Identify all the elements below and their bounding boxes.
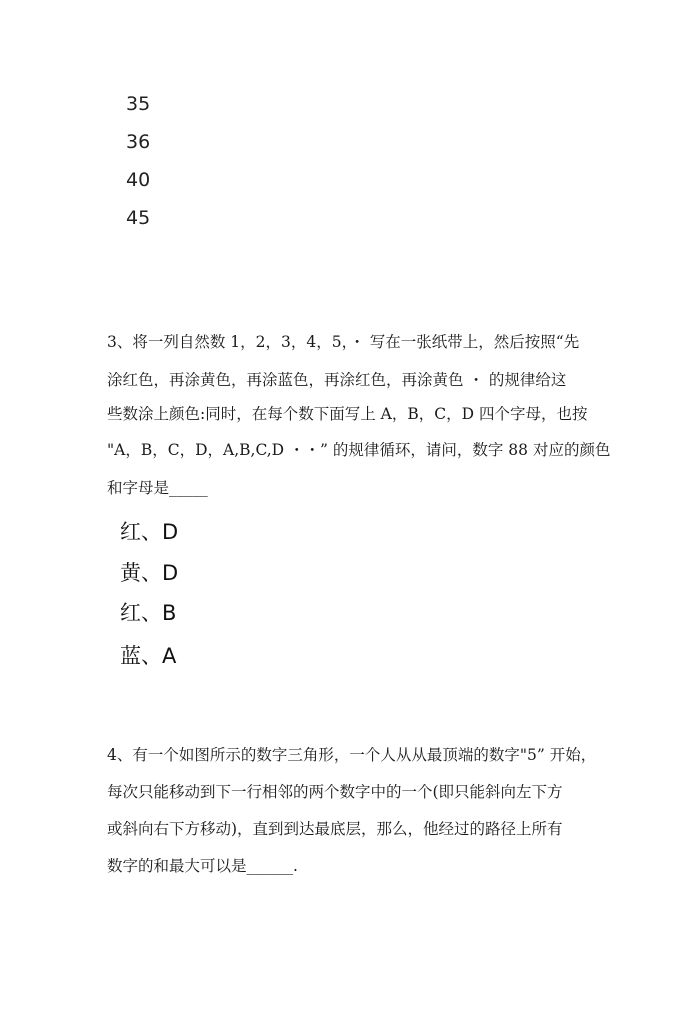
option-35: 35 [126, 93, 151, 115]
option-red-d: 红、D [120, 520, 179, 544]
question-3-line: 3、将一列自然数 1，2，3，4，5，・ 写在一张纸带上，然后按照“先 [107, 333, 580, 351]
option-36: 36 [126, 131, 151, 153]
option-red-b: 红、B [120, 601, 177, 625]
question-3-line: 涂红色，再涂黄色，再涂蓝色，再涂红色，再涂黄色 ・ 的规律给这 [107, 371, 567, 389]
option-blue-a: 蓝、A [120, 644, 177, 668]
option-yellow-d: 黄、D [120, 561, 179, 585]
question-4-line: 4、有一个如图所示的数字三角形，一个人从从最顶端的数字"5” 开始， [107, 746, 597, 764]
option-45: 45 [126, 207, 151, 229]
question-3-line: 些数涂上颜色:同时，在每个数下面写上 A，B，C，D 四个字母，也按 [107, 405, 588, 423]
option-40: 40 [126, 169, 151, 191]
question-4-line: 数字的和最大可以是______. [107, 857, 298, 875]
question-3-line: "A，B，C，D，A,B,C,D ・・” 的规律循环，请问，数字 88 对应的颜色 [107, 441, 611, 459]
question-3-line: 和字母是_____ [107, 479, 208, 497]
question-4-line: 或斜向右下方移动)，直到到达最底层，那么，他经过的路径上所有 [107, 820, 563, 838]
question-4-line: 每次只能移动到下一行相邻的两个数字中的一个(即只能斜向左下方 [107, 783, 563, 801]
